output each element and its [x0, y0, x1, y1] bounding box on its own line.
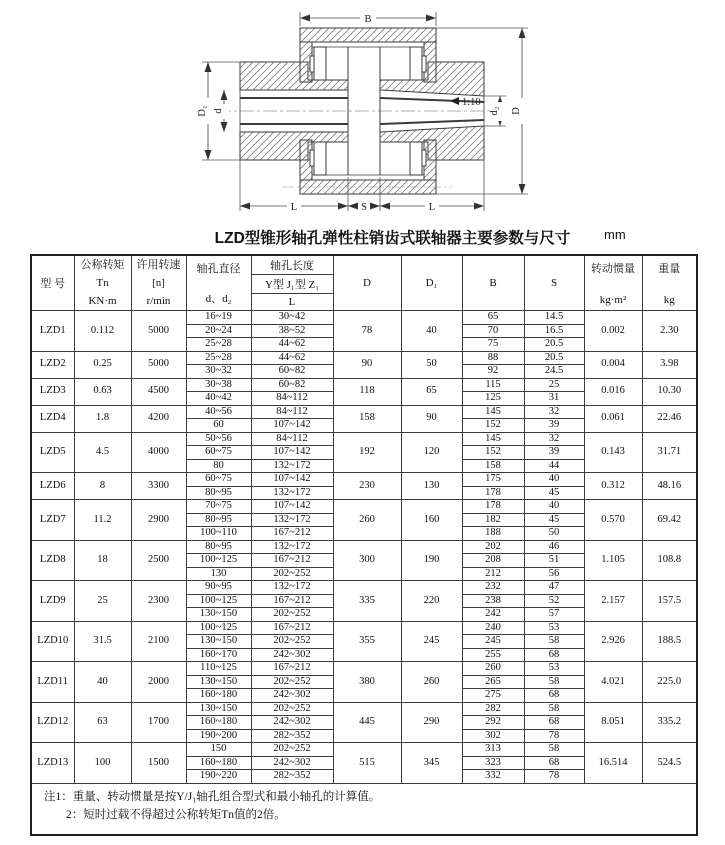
cell-bore-diameter: 130~150: [186, 675, 251, 689]
cell-speed: 2100: [131, 621, 186, 662]
header-bore-len-types: Y型 J₁型 Z₁: [251, 275, 333, 294]
cell-bore-length: 44~62: [251, 351, 333, 365]
cell-speed: 2300: [131, 581, 186, 622]
cell-S: 31: [524, 392, 584, 406]
cell-bore-length: 132~172: [251, 540, 333, 554]
cell-torque: 11.2: [74, 500, 131, 541]
cell-S: 32: [524, 405, 584, 419]
cell-S: 14.5: [524, 311, 584, 325]
cell-S: 39: [524, 419, 584, 433]
cell-bore-diameter: 80~95: [186, 540, 251, 554]
cell-bore-length: 167~212: [251, 527, 333, 541]
spec-row-LZD7-1: [31, 500, 697, 514]
cell-B: 313: [462, 743, 524, 757]
cell-S: 25: [524, 378, 584, 392]
bottom-flange-ring: [300, 140, 436, 194]
cell-S: 20.5: [524, 338, 584, 352]
cell-bore-diameter: 30~38: [186, 378, 251, 392]
cell-S: 68: [524, 756, 584, 770]
cell-inertia: 0.004: [584, 351, 642, 378]
cell-bore-diameter: 40~42: [186, 392, 251, 406]
header-torque-symbol: Tn: [96, 277, 109, 289]
cell-D: 192: [333, 432, 401, 473]
cell-bore-diameter: 80~95: [186, 513, 251, 527]
cell-bore-diameter: 110~125: [186, 662, 251, 676]
cell-bore-diameter: 100~125: [186, 621, 251, 635]
cell-speed: 2900: [131, 500, 186, 541]
cell-D1: 130: [401, 473, 462, 500]
cell-bore-length: 242~302: [251, 648, 333, 662]
cell-bore-length: 282~352: [251, 729, 333, 743]
cell-weight: 524.5: [642, 743, 697, 784]
cell-model: LZD6: [31, 473, 74, 500]
cell-weight: 225.0: [642, 662, 697, 703]
cell-model: LZD5: [31, 432, 74, 473]
cell-B: 275: [462, 689, 524, 703]
cell-B: 145: [462, 432, 524, 446]
cell-D1: 290: [401, 702, 462, 743]
cell-S: 53: [524, 662, 584, 676]
cell-S: 68: [524, 689, 584, 703]
cell-bore-diameter: 130~150: [186, 702, 251, 716]
coupling-drawing: [0, 0, 725, 220]
cell-bore-length: 202~252: [251, 567, 333, 581]
cell-D1: 160: [401, 500, 462, 541]
header-inertia-cn: 转动惯量: [591, 263, 635, 275]
cell-bore-diameter: 70~75: [186, 500, 251, 514]
taper-label: 1:10: [462, 97, 481, 108]
cell-torque: 1.8: [74, 405, 131, 432]
cell-B: 75: [462, 338, 524, 352]
header-torque: [74, 255, 131, 311]
cell-S: 39: [524, 446, 584, 460]
cell-bore-diameter: 190~200: [186, 729, 251, 743]
cell-model: LZD10: [31, 621, 74, 662]
cell-B: 212: [462, 567, 524, 581]
cell-inertia: 4.021: [584, 662, 642, 703]
cell-torque: 63: [74, 702, 131, 743]
header-B: B: [462, 255, 524, 311]
cell-bore-length: 202~252: [251, 608, 333, 622]
cell-model: LZD4: [31, 405, 74, 432]
page-title: LZD型锥形轴孔弹性柱销齿式联轴器主要参数与尺寸: [214, 230, 571, 247]
cell-D: 445: [333, 702, 401, 743]
cell-D1: 90: [401, 405, 462, 432]
cell-bore-diameter: 130~150: [186, 608, 251, 622]
cell-bore-diameter: 40~56: [186, 405, 251, 419]
cell-model: LZD9: [31, 581, 74, 622]
cell-S: 58: [524, 702, 584, 716]
cell-bore-length: 167~212: [251, 594, 333, 608]
cell-inertia: 0.061: [584, 405, 642, 432]
cell-bore-length: 282~352: [251, 770, 333, 784]
spec-row-LZD4-1: [31, 405, 697, 419]
elastic-pin: [314, 47, 326, 80]
cell-bore-diameter: 160~180: [186, 716, 251, 730]
cell-bore-diameter: 160~170: [186, 648, 251, 662]
cell-bore-diameter: 100~125: [186, 594, 251, 608]
cell-bore-diameter: 160~180: [186, 689, 251, 703]
cell-bore-diameter: 16~19: [186, 311, 251, 325]
cell-B: 242: [462, 608, 524, 622]
cell-S: 58: [524, 635, 584, 649]
cell-inertia: 1.105: [584, 540, 642, 581]
cell-B: 115: [462, 378, 524, 392]
cell-torque: 100: [74, 743, 131, 784]
cell-D1: 65: [401, 378, 462, 405]
cell-bore-diameter: 130: [186, 567, 251, 581]
header-speed-unit: r/min: [146, 295, 171, 307]
cell-B: 178: [462, 486, 524, 500]
cell-B: 260: [462, 662, 524, 676]
cell-bore-length: 60~82: [251, 365, 333, 379]
cell-S: 16.5: [524, 324, 584, 338]
header-weight-unit: kg: [663, 294, 675, 306]
top-flange-ring: [300, 28, 436, 82]
cell-model: LZD2: [31, 351, 74, 378]
cell-S: 52: [524, 594, 584, 608]
cell-weight: 188.5: [642, 621, 697, 662]
cell-bore-length: 84~112: [251, 392, 333, 406]
header-D1: D₁: [401, 255, 462, 311]
header-bore-len-L: L: [251, 294, 333, 311]
title-row: [0, 226, 725, 248]
spec-table: [30, 254, 698, 836]
cell-B: 238: [462, 594, 524, 608]
cell-D: 118: [333, 378, 401, 405]
cell-bore-length: 242~302: [251, 689, 333, 703]
cell-bore-length: 202~252: [251, 635, 333, 649]
cell-weight: 31.71: [642, 432, 697, 473]
cell-bore-length: 38~52: [251, 324, 333, 338]
cell-bore-diameter: 25~28: [186, 351, 251, 365]
dim-label-B: B: [364, 14, 372, 25]
cell-D1: 260: [401, 662, 462, 703]
cell-S: 78: [524, 729, 584, 743]
dim-label-D1: D₁: [197, 105, 208, 117]
cell-speed: 4000: [131, 432, 186, 473]
dim-label-d: d: [213, 108, 224, 114]
spec-table-header: [31, 255, 697, 311]
header-inertia: [584, 255, 642, 311]
cell-inertia: 0.312: [584, 473, 642, 500]
cell-speed: 4500: [131, 378, 186, 405]
cell-bore-diameter: 80~95: [186, 486, 251, 500]
cell-bore-diameter: 25~28: [186, 338, 251, 352]
cell-inertia: 8.051: [584, 702, 642, 743]
taper-annotation: [450, 97, 481, 108]
cell-S: 45: [524, 486, 584, 500]
cell-model: LZD11: [31, 662, 74, 703]
cell-B: 255: [462, 648, 524, 662]
cell-S: 47: [524, 581, 584, 595]
header-speed: [131, 255, 186, 311]
cell-speed: 2000: [131, 662, 186, 703]
header-inertia-unit: kg·m²: [599, 294, 627, 306]
cell-inertia: 16.514: [584, 743, 642, 784]
cell-model: LZD1: [31, 311, 74, 352]
cell-bore-diameter: 60~75: [186, 446, 251, 460]
cell-B: 245: [462, 635, 524, 649]
cell-S: 68: [524, 716, 584, 730]
cell-D1: 120: [401, 432, 462, 473]
cell-bore-diameter: 30~32: [186, 365, 251, 379]
cell-bore-diameter: 90~95: [186, 581, 251, 595]
cell-B: 92: [462, 365, 524, 379]
spec-row-LZD13-1: [31, 743, 697, 757]
cell-D: 300: [333, 540, 401, 581]
cell-torque: 0.112: [74, 311, 131, 352]
cell-S: 68: [524, 648, 584, 662]
cell-bore-length: 107~142: [251, 473, 333, 487]
cell-S: 40: [524, 473, 584, 487]
cell-weight: 2.30: [642, 311, 697, 352]
cell-B: 152: [462, 446, 524, 460]
cell-D: 260: [333, 500, 401, 541]
cell-B: 158: [462, 459, 524, 473]
spec-row-LZD1-1: [31, 311, 697, 325]
cell-bore-length: 132~172: [251, 581, 333, 595]
cell-bore-diameter: 60: [186, 419, 251, 433]
cell-torque: 0.25: [74, 351, 131, 378]
header-D: D: [333, 255, 401, 311]
cell-model: LZD8: [31, 540, 74, 581]
cell-bore-length: 132~172: [251, 459, 333, 473]
spec-row-LZD10-1: [31, 621, 697, 635]
cell-B: 240: [462, 621, 524, 635]
cell-S: 50: [524, 527, 584, 541]
cell-model: LZD13: [31, 743, 74, 784]
cell-D: 335: [333, 581, 401, 622]
header-speed-cn: 许用转速: [136, 259, 181, 271]
header-bore-dia-cn: 轴孔直径: [196, 263, 241, 275]
cell-bore-length: 167~212: [251, 621, 333, 635]
cell-bore-diameter: 50~56: [186, 432, 251, 446]
cell-model: LZD7: [31, 500, 74, 541]
table-note-2: 2：短时过载不得超过公称转矩Tn值的2倍。: [66, 808, 286, 821]
cell-D1: 190: [401, 540, 462, 581]
header-weight: [642, 255, 697, 311]
cell-S: 46: [524, 540, 584, 554]
cell-speed: 1500: [131, 743, 186, 784]
cell-D: 515: [333, 743, 401, 784]
spec-row-LZD3-1: [31, 378, 697, 392]
cell-D1: 50: [401, 351, 462, 378]
cell-D1: 220: [401, 581, 462, 622]
header-speed-symbol: [n]: [152, 277, 165, 289]
cell-bore-length: 132~172: [251, 513, 333, 527]
cell-speed: 5000: [131, 351, 186, 378]
cell-weight: 157.5: [642, 581, 697, 622]
cell-B: 282: [462, 702, 524, 716]
cell-weight: 10.30: [642, 378, 697, 405]
spec-row-LZD12-1: [31, 702, 697, 716]
cell-B: 208: [462, 554, 524, 568]
cell-bore-diameter: 160~180: [186, 756, 251, 770]
cell-S: 40: [524, 500, 584, 514]
cell-bore-length: 202~252: [251, 702, 333, 716]
cell-B: 175: [462, 473, 524, 487]
cell-torque: 4.5: [74, 432, 131, 473]
cell-S: 53: [524, 621, 584, 635]
cell-bore-diameter: 20~24: [186, 324, 251, 338]
cell-bore-diameter: 150: [186, 743, 251, 757]
spec-row-LZD5-1: [31, 432, 697, 446]
cell-B: 292: [462, 716, 524, 730]
unit-label: mm: [604, 227, 626, 242]
cell-bore-length: 60~82: [251, 378, 333, 392]
cell-D1: 245: [401, 621, 462, 662]
cell-weight: 48.16: [642, 473, 697, 500]
cell-D: 78: [333, 311, 401, 352]
spec-row-LZD6-1: [31, 473, 697, 487]
cell-inertia: 0.570: [584, 500, 642, 541]
cell-bore-length: 242~302: [251, 716, 333, 730]
spec-table-body: [31, 311, 697, 784]
elastic-pin: [410, 47, 422, 80]
cell-speed: 1700: [131, 702, 186, 743]
cell-B: 302: [462, 729, 524, 743]
cell-S: 51: [524, 554, 584, 568]
cell-weight: 335.2: [642, 702, 697, 743]
cell-B: 232: [462, 581, 524, 595]
spec-table-notes: [31, 783, 697, 835]
cell-bore-length: 84~112: [251, 405, 333, 419]
cell-D1: 40: [401, 311, 462, 352]
cell-bore-length: 202~252: [251, 743, 333, 757]
spec-row-LZD8-1: [31, 540, 697, 554]
cell-S: 44: [524, 459, 584, 473]
spec-row-LZD11-1: [31, 662, 697, 676]
cell-S: 45: [524, 513, 584, 527]
dim-label-L-right: L: [428, 202, 436, 213]
cell-S: 58: [524, 675, 584, 689]
cell-speed: 4200: [131, 405, 186, 432]
cell-B: 125: [462, 392, 524, 406]
cell-B: 182: [462, 513, 524, 527]
cell-bore-length: 30~42: [251, 311, 333, 325]
spec-row-LZD9-1: [31, 581, 697, 595]
dim-label-D: D: [511, 107, 522, 115]
cell-bore-length: 107~142: [251, 419, 333, 433]
cell-inertia: 2.926: [584, 621, 642, 662]
coupling-drawing-svg: [0, 0, 725, 220]
cell-speed: 5000: [131, 311, 186, 352]
cell-S: 78: [524, 770, 584, 784]
cell-torque: 25: [74, 581, 131, 622]
elastic-pin: [410, 142, 422, 175]
cell-B: 145: [462, 405, 524, 419]
header-bore-dia: [186, 255, 251, 311]
header-S: S: [524, 255, 584, 311]
cell-torque: 31.5: [74, 621, 131, 662]
cell-bore-diameter: 130~150: [186, 635, 251, 649]
cell-weight: 3.98: [642, 351, 697, 378]
cell-bore-length: 107~142: [251, 500, 333, 514]
header-bore-dia-symbol: d、d₂: [205, 293, 232, 305]
dim-label-d2: d₂: [489, 106, 500, 116]
cell-torque: 40: [74, 662, 131, 703]
table-note-1: 注1：重量、转动惯量是按Y/J₁轴孔组合型式和最小轴孔的计算值。: [44, 790, 381, 803]
cell-B: 88: [462, 351, 524, 365]
cell-S: 24.5: [524, 365, 584, 379]
cell-bore-length: 167~212: [251, 662, 333, 676]
cell-B: 70: [462, 324, 524, 338]
dim-d: [213, 90, 229, 132]
cell-bore-length: 242~302: [251, 756, 333, 770]
cell-D: 158: [333, 405, 401, 432]
cell-D: 230: [333, 473, 401, 500]
cell-model: LZD3: [31, 378, 74, 405]
cell-D: 90: [333, 351, 401, 378]
cell-inertia: 2.157: [584, 581, 642, 622]
cell-D: 355: [333, 621, 401, 662]
dim-B: [300, 11, 436, 26]
cell-torque: 8: [74, 473, 131, 500]
elastic-pin: [314, 142, 326, 175]
cell-model: LZD12: [31, 702, 74, 743]
cell-bore-diameter: 190~220: [186, 770, 251, 784]
cell-S: 58: [524, 743, 584, 757]
cell-B: 202: [462, 540, 524, 554]
cell-bore-length: 132~172: [251, 486, 333, 500]
cell-B: 323: [462, 756, 524, 770]
cell-bore-length: 107~142: [251, 446, 333, 460]
cell-bore-length: 44~62: [251, 338, 333, 352]
cell-S: 57: [524, 608, 584, 622]
cell-speed: 2500: [131, 540, 186, 581]
dim-label-L-left: L: [290, 202, 298, 213]
header-model: 型 号: [31, 255, 74, 311]
cell-bore-length: 167~212: [251, 554, 333, 568]
dim-label-S: S: [361, 202, 367, 213]
cell-bore-length: 202~252: [251, 675, 333, 689]
cell-weight: 69.42: [642, 500, 697, 541]
cell-bore-diameter: 100~110: [186, 527, 251, 541]
cell-D1: 345: [401, 743, 462, 784]
cell-B: 152: [462, 419, 524, 433]
cell-B: 332: [462, 770, 524, 784]
cell-speed: 3300: [131, 473, 186, 500]
cell-B: 178: [462, 500, 524, 514]
cell-torque: 0.63: [74, 378, 131, 405]
cell-D: 380: [333, 662, 401, 703]
cell-bore-diameter: 80: [186, 459, 251, 473]
notes-cell: [31, 783, 697, 835]
cell-inertia: 0.016: [584, 378, 642, 405]
cell-weight: 108.8: [642, 540, 697, 581]
cell-S: 56: [524, 567, 584, 581]
cell-B: 188: [462, 527, 524, 541]
cell-bore-length: 84~112: [251, 432, 333, 446]
cell-B: 65: [462, 311, 524, 325]
cell-S: 20.5: [524, 351, 584, 365]
cell-bore-diameter: 100~125: [186, 554, 251, 568]
cell-inertia: 0.143: [584, 432, 642, 473]
cell-bore-diameter: 60~75: [186, 473, 251, 487]
spec-row-LZD2-1: [31, 351, 697, 365]
cell-inertia: 0.002: [584, 311, 642, 352]
header-weight-cn: 重量: [658, 263, 681, 275]
header-torque-cn: 公称转矩: [80, 259, 125, 271]
cell-B: 265: [462, 675, 524, 689]
cell-weight: 22.46: [642, 405, 697, 432]
header-bore-len: 轴孔长度: [251, 255, 333, 275]
cell-torque: 18: [74, 540, 131, 581]
header-torque-unit: KN·m: [88, 295, 117, 307]
cell-S: 32: [524, 432, 584, 446]
